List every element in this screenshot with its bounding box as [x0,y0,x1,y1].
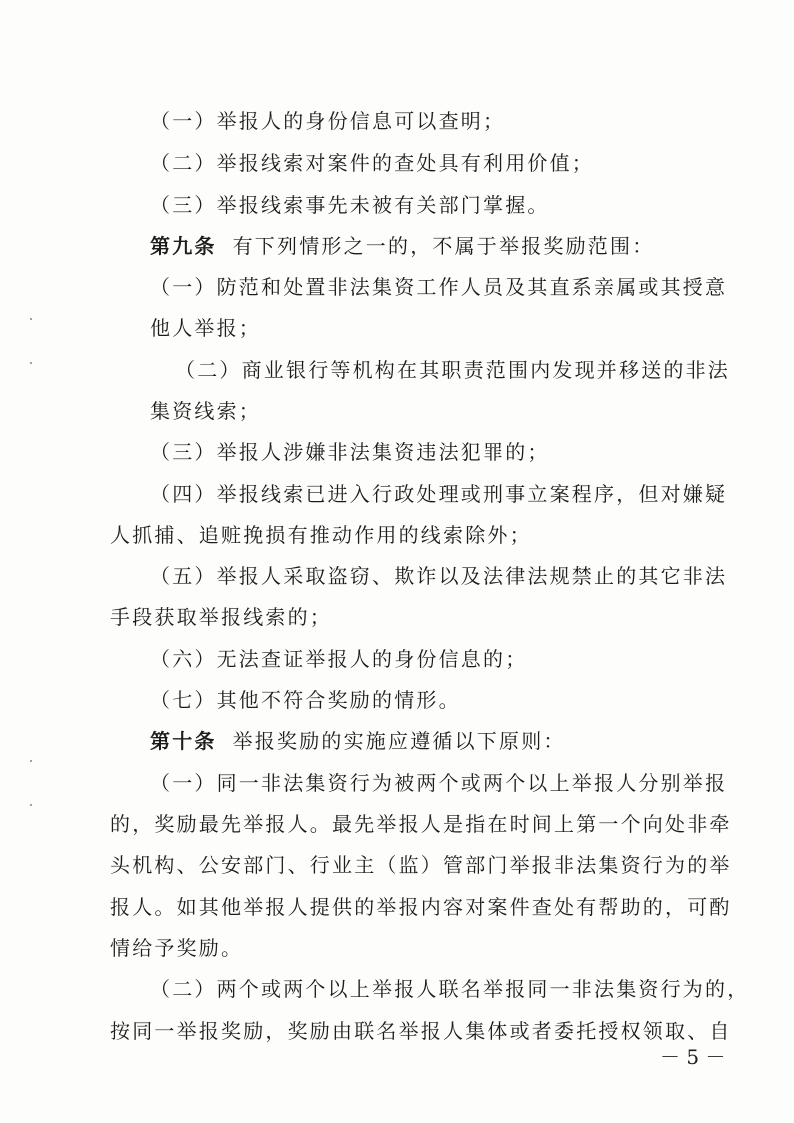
page-number: － 5 － [660,1045,726,1069]
article-10-heading: 第十条 [150,729,217,753]
scan-speck [30,362,32,364]
text-line: 人抓捕、追赃挽损有推动作用的线索除外； [110,523,532,547]
scan-speck [30,760,32,762]
text-line: （七）其他不符合奖励的情形。 [150,688,461,712]
article-10-line [150,728,566,754]
text-line: （六）无法查证举报人的身份信息的； [150,647,528,671]
article-9-heading: 第九条 [150,234,217,258]
scan-speck [30,804,32,806]
text-line: 按同一举报奖励，奖励由联名举报人集体或者委托授权领取、自 [110,1019,732,1043]
text-line: （三）举报人涉嫌非法集资违法犯罪的； [150,440,550,464]
text-line: 有下列情形之一的，不属于举报奖励范围： [232,234,655,258]
text-line: 他人举报； [150,316,261,340]
text-line: 情给予奖励。 [110,936,244,960]
text-line: （一）防范和处置非法集资工作人员及其直系亲属或其授意 [150,275,728,299]
text-line: 举报奖励的实施应遵循以下原则： [232,729,566,753]
text-line: （一）同一非法集资行为被两个或两个以上举报人分别举报 [150,771,728,795]
scan-speck [30,318,32,320]
text-line: （四）举报线索已进入行政处理或刑事立案程序，但对嫌疑 [150,482,728,506]
text-line: 的，奖励最先举报人。最先举报人是指在时间上第一个向处非牵 [110,812,732,836]
text-line: 报人。如其他举报人提供的举报内容对案件查处有帮助的，可酌 [110,895,732,919]
text-line: （二）商业银行等机构在其职责范围内发现并移送的非法 [175,358,730,382]
text-line: 头机构、公安部门、行业主（监）管部门举报非法集资行为的举 [110,853,732,877]
text-line: 手段获取举报线索的； [110,605,332,629]
article-9-line [150,233,654,259]
text-line: （五）举报人采取盗窃、欺诈以及法律法规禁止的其它非法 [150,564,728,588]
text-line: 集资线索； [150,399,261,423]
text-line: （一）举报人的身份信息可以查明； [150,109,506,133]
text-line: （三）举报线索事先未被有关部门掌握。 [150,193,550,217]
text-line: （二）举报线索对案件的查处具有利用价值； [150,151,594,175]
text-line: （二）两个或两个以上举报人联名举报同一非法集资行为的， [150,977,750,1001]
